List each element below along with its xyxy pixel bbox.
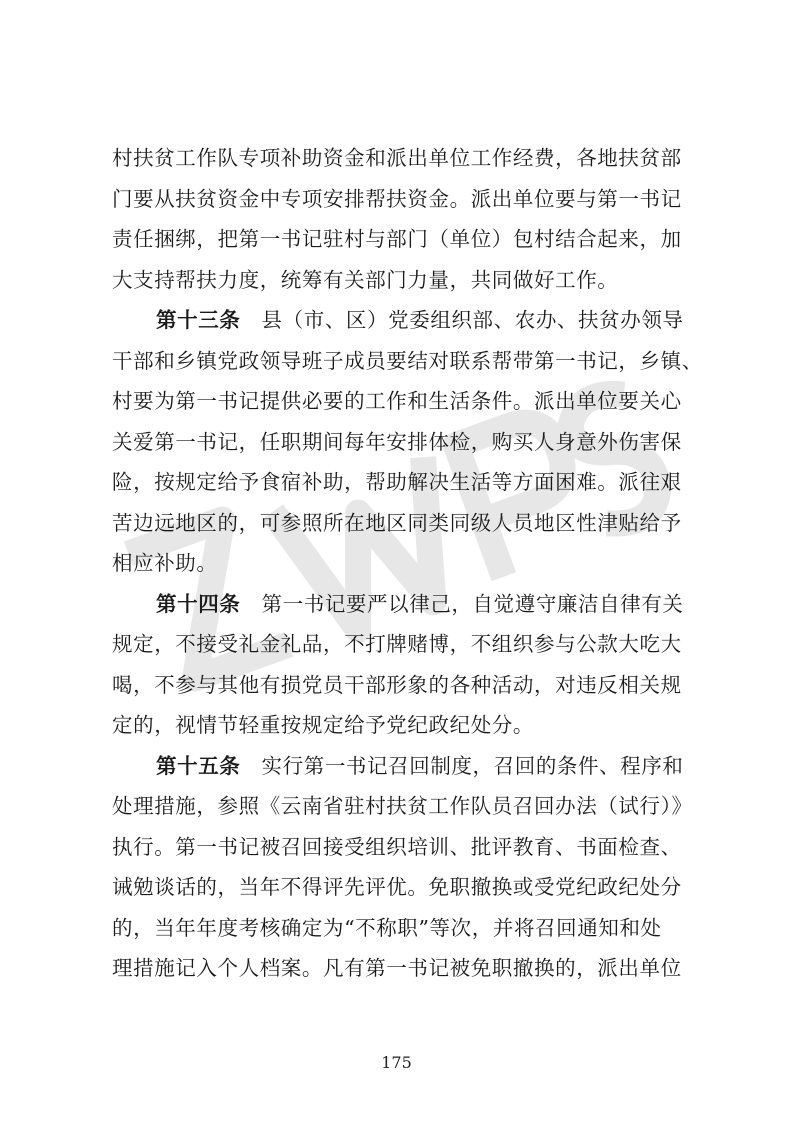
line-text: 苦边远地区的，可参照所在地区同类同级人员地区性津贴给予: [112, 510, 682, 535]
line-text: 处理措施，参照《云南省驻村扶贫工作队员召回办法（试行）》: [112, 794, 693, 818]
text-line: [112, 705, 712, 746]
line-text: 定的，视情节轻重按规定给予党纪政纪处分。: [112, 713, 534, 737]
article-heading: 第十三条: [156, 308, 241, 332]
text-line: [112, 260, 712, 301]
line-text: 相应补助。: [112, 551, 218, 575]
text-line: [112, 746, 712, 787]
line-text: 执行。第一书记被召回接受组织培训、批评教育、书面检查、: [112, 834, 682, 859]
text-line: [112, 665, 712, 706]
article-heading: 第十五条: [156, 753, 241, 778]
line-text: 实行第一书记召回制度，召回的条件、程序和: [261, 753, 684, 778]
text-line: [112, 179, 712, 220]
text-line: [112, 908, 712, 949]
line-text: 诫勉谈话的，当年不得评先评优。免职撤换或受党纪政纪处分: [112, 875, 682, 899]
text-line: [112, 867, 712, 908]
line-text: 的，当年年度考核确定为“不称职”等次，并将召回通知和处: [112, 915, 662, 940]
line-text: 险，按规定给予食宿补助，帮助解决生活等方面困难。派往艰: [112, 470, 682, 494]
text-line: [112, 219, 712, 260]
line-text: 关爱第一书记，任职期间每年安排体检，购买人身意外伤害保: [112, 429, 682, 454]
text-line: [112, 138, 712, 179]
line-text: 第一书记要严以律己，自觉遵守廉洁自律有关: [261, 591, 684, 616]
text-line: [112, 786, 712, 827]
text-line: [112, 300, 712, 341]
text-line: [112, 584, 712, 625]
text-line: [112, 462, 712, 503]
line-text: 责任捆绑，把第一书记驻村与部门（单位）包村结合起来，加: [112, 227, 682, 251]
line-text: 理措施记入个人档案。凡有第一书记被免职撤换的，派出单位: [112, 956, 682, 980]
page-number: 175: [381, 1053, 412, 1072]
line-text: 门要从扶贫资金中专项安排帮扶资金。派出单位要与第一书记: [112, 186, 682, 211]
line-text: 村扶贫工作队专项补助资金和派出单位工作经费，各地扶贫部: [112, 146, 682, 170]
line-text: 县（市、区）党委组织部、农办、扶贫办领导: [261, 308, 684, 332]
line-text: 喝，不参与其他有损党员干部形象的各种活动，对违反相关规: [112, 672, 682, 697]
text-line: [112, 948, 712, 989]
text-line: [112, 381, 712, 422]
text-line: [112, 422, 712, 463]
text-line: [112, 624, 712, 665]
text-line: [112, 543, 712, 584]
body-text: [112, 138, 712, 989]
text-line: [112, 827, 712, 868]
line-text: 规定，不接受礼金礼品，不打牌赌博，不组织参与公款大吃大: [112, 632, 682, 656]
text-line: [112, 341, 712, 382]
line-text: 村要为第一书记提供必要的工作和生活条件。派出单位要关心: [112, 389, 682, 413]
text-line: [112, 503, 712, 544]
article-heading: 第十四条: [156, 591, 241, 616]
line-text: 大支持帮扶力度，统筹有关部门力量，共同做好工作。: [112, 267, 619, 292]
line-text: 干部和乡镇党政领导班子成员要结对联系帮带第一书记，乡镇、: [112, 348, 703, 373]
